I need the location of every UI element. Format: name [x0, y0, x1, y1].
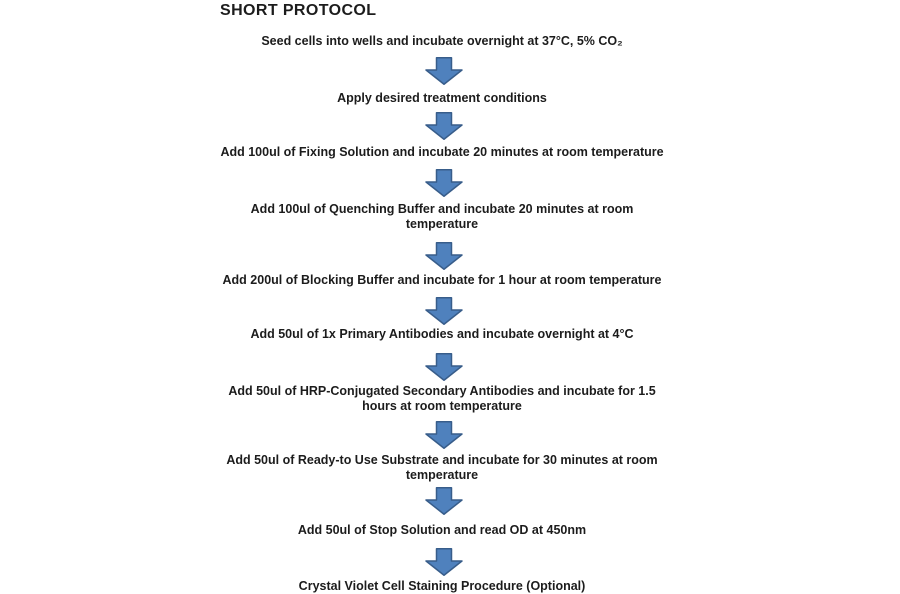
step-text-line: Add 50ul of 1x Primary Antibodies and incubate overnight at 4°C — [250, 327, 634, 341]
step-primary-antibodies — [182, 327, 702, 342]
down-arrow-icon — [425, 297, 463, 325]
step-substrate — [182, 453, 702, 483]
step-stop-solution — [182, 523, 702, 538]
step-quenching-buffer — [182, 202, 702, 232]
down-arrow-icon — [425, 242, 463, 270]
step-text-line: Add 100ul of Quenching Buffer and incubate 20 minutes at room — [250, 202, 634, 216]
step-text-line: Add 50ul of Ready-to Use Substrate and incubate for 30 minutes at room — [226, 453, 658, 467]
step-text-line: temperature — [405, 468, 479, 482]
step-text-line: Crystal Violet Cell Staining Procedure (Optional) — [298, 579, 586, 593]
down-arrow-icon — [425, 353, 463, 381]
step-fixing-solution — [182, 145, 702, 160]
step-seed-cells — [182, 34, 702, 49]
step-text-line: Add 100ul of Fixing Solution and incubate 20 minutes at room temperature — [220, 145, 664, 159]
step-treatment-conditions — [182, 91, 702, 106]
step-text-line: temperature — [405, 217, 479, 231]
step-secondary-antibodies — [182, 384, 702, 414]
step-text-line: Apply desired treatment conditions — [337, 91, 547, 105]
step-text-line: Seed cells into wells and incubate overnight at 37°C, 5% CO₂ — [261, 34, 623, 48]
down-arrow-icon — [425, 57, 463, 85]
step-blocking-buffer — [182, 273, 702, 288]
down-arrow-icon — [425, 112, 463, 140]
step-text-line: Add 50ul of Stop Solution and read OD at 450nm — [297, 523, 587, 537]
down-arrow-icon — [425, 487, 463, 515]
step-text-line: hours at room temperature — [362, 399, 522, 413]
step-text-line: Add 50ul of HRP-Conjugated Secondary Antibodies and incubate for 1.5 — [228, 384, 656, 398]
step-crystal-violet — [182, 579, 702, 594]
step-text-line: Add 200ul of Blocking Buffer and incubate for 1 hour at room temperature — [222, 273, 662, 287]
page-title: SHORT PROTOCOL — [220, 2, 377, 19]
down-arrow-icon — [425, 548, 463, 576]
down-arrow-icon — [425, 169, 463, 197]
down-arrow-icon — [425, 421, 463, 449]
